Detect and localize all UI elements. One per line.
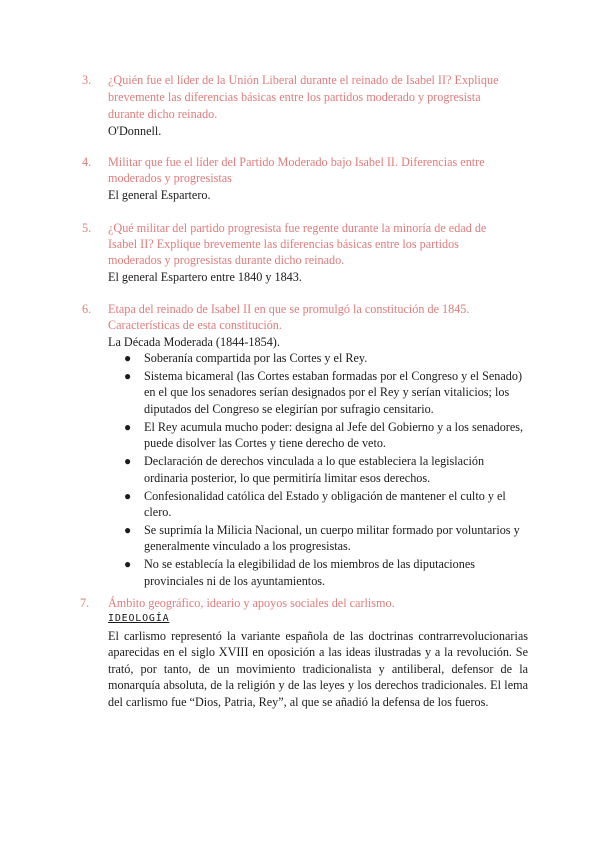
bullet-icon: ● xyxy=(124,351,132,365)
bullet-icon: ● xyxy=(124,368,132,383)
question-text-line: moderados y progresistas durante dicho reinado. xyxy=(108,253,345,267)
question-text-line: Militar que fue el líder del Partido Moderado bajo Isabel II. Diferencias entre xyxy=(108,155,485,169)
list-item: ● Soberanía compartida por las Cortes y el Rey. xyxy=(124,351,368,365)
question-number: 5. xyxy=(82,221,92,235)
question-text-line: ¿Qué militar del partido progresista fue regente durante la minoría de edad de xyxy=(108,221,487,235)
question-text-line: moderados y progresistas xyxy=(108,171,232,185)
list-item: ● El Rey acumula mucho poder: designa al Jefe del Gobierno y a los senadores, puede disolver las Cortes y tiene derecho de veto. xyxy=(124,419,524,451)
question-text-line: ¿Quién fue el líder de la Unión Liberal durante el reinado de Isabel II? Explique xyxy=(108,73,499,87)
list-item: ● Se suprimía la Milicia Nacional, un cuerpo militar formado por voluntarios y generalmente vinculado a los progresistas. xyxy=(124,522,520,554)
bullet-icon: ● xyxy=(124,488,132,503)
answer-text: O'Donnell. xyxy=(108,124,162,138)
list-item: ● Sistema bicameral (las Cortes estaban formadas por el Congreso y el Senado) en el que los senadores serían designados por el Rey y serían vitalicios; los diputados del Congreso se elegirían por sufragio censitario. xyxy=(124,368,523,416)
bullet-icon: ● xyxy=(124,454,132,469)
question-text-line: Ámbito geográfico, ideario y apoyos sociales del carlismo. xyxy=(108,596,395,610)
list-item: ● Declaración de derechos vinculada a lo que estableciera la legislación ordinaria posterior, lo que permitiría limitar esos derechos. xyxy=(124,454,485,485)
question-text-line: Isabel II? Explique brevemente las diferencias básicas entre los partidos xyxy=(108,237,459,251)
question-number: 6. xyxy=(82,302,92,316)
bullet-icon: ● xyxy=(124,419,132,434)
question-number: 4. xyxy=(82,155,92,169)
body-paragraph: El carlismo representó la variante española de las doctrinas contrarrevolucionarias aparecidas en el siglo XVIII en oposición a las ideas ilustradas y a la revolución. Se trató, por tanto, de un movimiento tradicionalista y antiliberal, defensor de la monarquía absoluta, de la religión y de las leyes y los derechos tradicionales. El lema del carlismo fue “Dios, Patria, Rey”, al que se añadió la defensa de los fueros. xyxy=(108,629,528,709)
question-text-line: durante dicho reinado. xyxy=(108,107,218,121)
characteristics-list xyxy=(108,350,528,591)
answer-text: La Década Moderada (1844-1854). xyxy=(108,335,280,349)
answer-text: El general Espartero. xyxy=(108,188,211,202)
question-number: 7. xyxy=(80,596,90,610)
question-text-line: Características de esta constitución. xyxy=(108,318,282,332)
list-item: ● No se establecía la elegibilidad de los miembros de las diputaciones provinciales ni de los ayuntamientos. xyxy=(124,557,475,588)
question-text-line: brevemente las diferencias básicas entre los partidos moderado y progresista xyxy=(108,90,481,104)
bullet-icon: ● xyxy=(124,557,132,572)
question-number: 3. xyxy=(82,73,92,87)
answer-text: El general Espartero entre 1840 y 1843. xyxy=(108,270,302,284)
list-item: ● Confesionalidad católica del Estado y obligación de mantener el culto y el clero. xyxy=(124,488,506,520)
bullet-icon: ● xyxy=(124,522,132,537)
subheading: IDEOLOGÍA xyxy=(108,613,170,624)
question-text-line: Etapa del reinado de Isabel II en que se promulgó la constitución de 1845. xyxy=(108,302,470,316)
